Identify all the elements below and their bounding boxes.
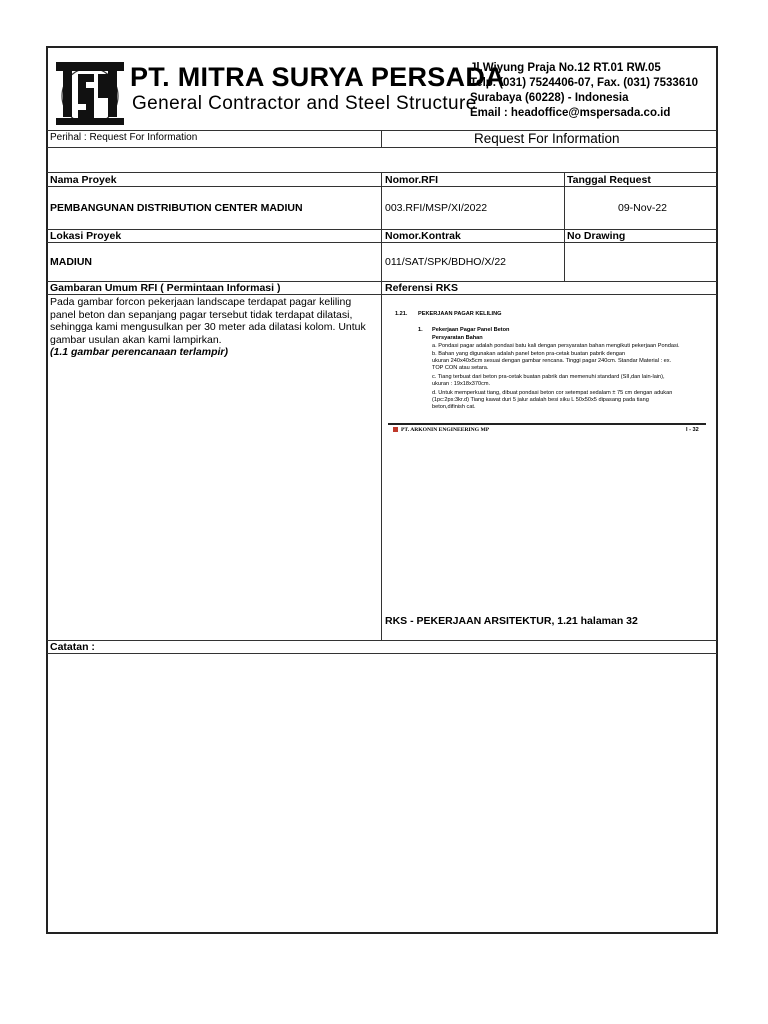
rule-row2-label <box>47 242 717 243</box>
nama-proyek-value: PEMBANGUNAN DISTRIBUTION CENTER MADIUN <box>50 202 303 214</box>
rks-item-b1: b. Bahan yang digunakan adalah panel beton pra-cetak buatan pabrik dengan <box>432 351 626 357</box>
divider-right <box>564 172 565 281</box>
description-line-3: sehingga kami mengusulkan per 30 meter ada dilatasi kolom. Untuk <box>50 321 366 334</box>
rks-item-a: a. Pondasi pagar adalah pondasi batu kali dengan persyaratan bahan mengikuti pekerjaan Pondasi. <box>432 343 680 349</box>
rks-item-b3: TOP CON atau setara. <box>432 365 489 371</box>
description-line-2: panel beton dan sepanjang pagar tersebut tidak terdapat dilatasi, <box>50 308 353 321</box>
divider-header <box>381 130 382 147</box>
address-line-4: Email : headoffice@mspersada.co.id <box>470 107 671 119</box>
company-tagline: General Contractor and Steel Structure <box>132 93 477 114</box>
catatan-label: Catatan : <box>50 641 95 653</box>
rks-section-no: 1.21. <box>395 311 408 317</box>
rks-footer-mark <box>393 427 398 432</box>
description-line-1: Pada gambar forcon pekerjaan landscape terdapat pagar keliling <box>50 296 352 308</box>
rks-item-d1: d. Untuk memperkuat tiang, dibuat pondasi beton cor setempat sedalam ± 75 cm dengan adukan <box>432 390 673 396</box>
address-line-1: Jl.Wiyung Praja No.12 RT.01 RW.05 <box>470 62 661 74</box>
address-line-3: Surabaya (60228) - Indonesia <box>470 92 629 104</box>
rks-item-c2: ukuran : 19x18x370cm. <box>432 381 491 387</box>
rks-item-d2: (1pc:2ps:3kr.d) Tiang kawat duri 5 jalur adalah besi siku L 50x50x5 dipasang pada tiang <box>432 397 649 403</box>
rks-item-d3: beton,difinish cat. <box>432 404 476 410</box>
rule-catatan-label <box>47 653 717 654</box>
rule-desc-label <box>47 294 717 295</box>
divider-main <box>381 172 382 640</box>
description-body <box>50 296 380 359</box>
rule-catatan-top <box>47 640 717 641</box>
rks-snippet-image <box>388 307 706 442</box>
rks-item-no: 1. <box>418 327 423 333</box>
rks-footer-left: PT. ARKONIN ENGINEERING MP <box>401 427 490 433</box>
description-label: Gambaran Umum RFI ( Permintaan Informasi ) <box>50 282 281 294</box>
kontrak-value: 011/SAT/SPK/BDHO/X/22 <box>385 256 506 268</box>
company-logo <box>54 58 126 130</box>
drawing-label: No Drawing <box>567 230 626 242</box>
description-note: (1.1 gambar perencanaan terlampir) <box>50 346 228 359</box>
lokasi-label: Lokasi Proyek <box>50 230 122 242</box>
rks-item-c1: c. Tiang terbuat dari beton pra-cetak buatan pabrik dan memenuhi standard (SII,dan lain-lain), <box>432 374 665 380</box>
rks-section-title: PEKERJAAN PAGAR KELILING <box>418 311 502 317</box>
tanggal-label: Tanggal Request <box>567 174 651 186</box>
nomor-rfi-value: 003.RFI/MSP/XI/2022 <box>385 202 488 214</box>
kontrak-label: Nomor.Kontrak <box>385 230 461 242</box>
rks-footer-rule <box>388 423 706 425</box>
rule-row1-top <box>47 172 717 173</box>
reference-caption: RKS - PEKERJAAN ARSITEKTUR, 1.21 halaman 32 <box>385 615 638 627</box>
lokasi-value: MADIUN <box>50 256 92 268</box>
company-name: PT. MITRA SURYA PERSADA <box>130 62 505 92</box>
rule-header-bottom <box>47 147 717 148</box>
address-line-2: Telp. (031) 7524406-07, Fax. (031) 7533610 <box>470 77 699 89</box>
rks-item-title: Pekerjaan Pagar Panel Beton <box>432 327 510 333</box>
rks-footer-right: I - 32 <box>686 427 699 433</box>
description-line-4: gambar usulan akan kami lampirkan. <box>50 333 222 346</box>
rule-row1-label <box>47 186 717 187</box>
tanggal-value: 09-Nov-22 <box>618 202 668 214</box>
rks-sub-title: Persyaratan Bahan <box>432 335 483 341</box>
nomor-rfi-label: Nomor.RFI <box>385 174 439 186</box>
perihal-text: Perihal : Request For Information <box>50 132 198 143</box>
nama-proyek-label: Nama Proyek <box>50 174 117 186</box>
reference-label: Referensi RKS <box>385 282 458 294</box>
rks-item-b2: ukuran 240x40x5cm sesuai dengan gambar rencana. Tinggi pagar 240cm. Standar Material : ex. <box>432 358 672 364</box>
document-title: Request For Information <box>474 131 620 146</box>
